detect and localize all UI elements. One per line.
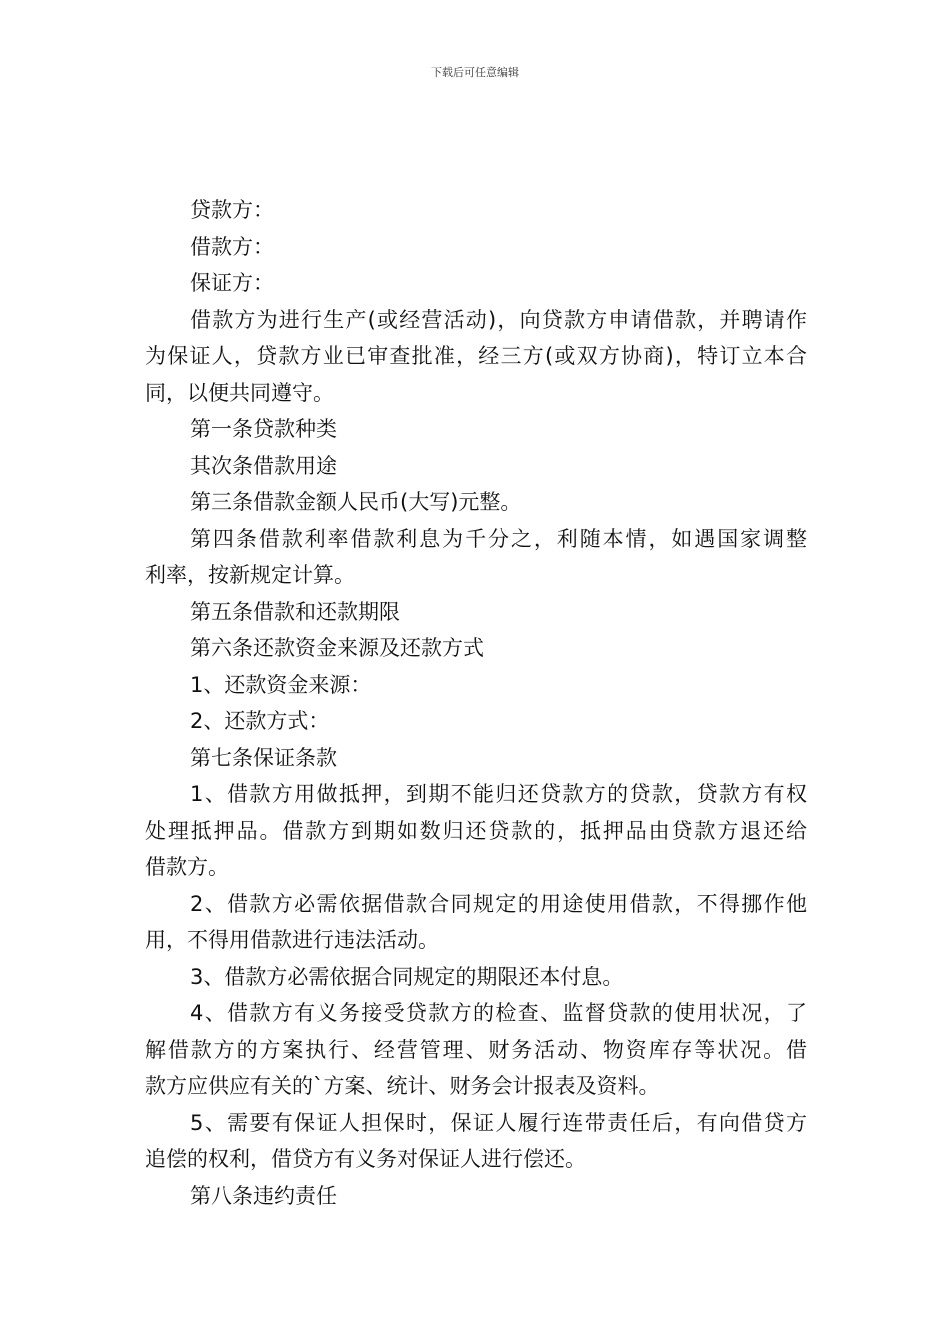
text-line: 2、借款方必需依据借款合同规定的用途使用借款，不得挪作他 (190, 891, 807, 916)
text-line: 解借款方的方案执行、经营管理、财务活动、物资库存等状况。借 (145, 1037, 807, 1062)
text-line: 4、借款方有义务接受贷款方的检查、监督贷款的使用状况，了 (190, 1001, 807, 1025)
text-line: 处理抵押品。借款方到期如数归还贷款的，抵押品由贷款方退还给 (145, 818, 807, 843)
document-body (145, 192, 807, 1214)
text-line: 第五条借款和还款期限 (190, 599, 400, 624)
text-line: 款方应供应有关的`方案、统计、财务会计报表及资料。 (145, 1074, 660, 1098)
text-line: 贷款方： (190, 198, 274, 222)
page-header: 下载后可任意编辑 (431, 66, 519, 79)
text-line: 其次条借款用途 (190, 453, 337, 478)
text-line: 用，不得用借款进行违法活动。 (145, 928, 439, 952)
text-line: 借款方： (190, 234, 274, 259)
text-line: 同，以便共同遵守。 (145, 380, 334, 405)
text-line: 利率，按新规定计算。 (145, 563, 355, 587)
text-line: 第八条违约责任 (190, 1183, 337, 1208)
text-line: 1、借款方用做抵押，到期不能归还贷款方的贷款，贷款方有权 (190, 782, 807, 806)
text-line: 第一条贷款种类 (190, 417, 337, 441)
text-line: 第三条借款金额人民币(大写)元整。 (190, 490, 522, 514)
text-line: 3、借款方必需依据合同规定的期限还本付息。 (190, 964, 624, 989)
text-line: 2、还款方式： (190, 709, 330, 733)
text-line: 5、需要有保证人担保时，保证人履行连带责任后，有向借贷方 (190, 1110, 807, 1135)
text-line: 第六条还款资金来源及还款方式 (190, 636, 484, 660)
text-line: 第四条借款利率借款利息为千分之，利随本情，如遇国家调整 (190, 526, 807, 551)
text-line: 1、还款资金来源： (190, 672, 372, 697)
text-line: 借款方。 (145, 855, 229, 879)
text-line: 为保证人，贷款方业已审查批准，经三方(或双方协商)，特订立本合 (145, 344, 807, 368)
text-line: 第七条保证条款 (190, 745, 337, 770)
text-line: 借款方为进行生产(或经营活动)，向贷款方申请借款，并聘请作 (190, 307, 807, 332)
text-line: 追偿的权利，借贷方有义务对保证人进行偿还。 (145, 1147, 586, 1171)
text-line: 保证方： (190, 271, 274, 295)
